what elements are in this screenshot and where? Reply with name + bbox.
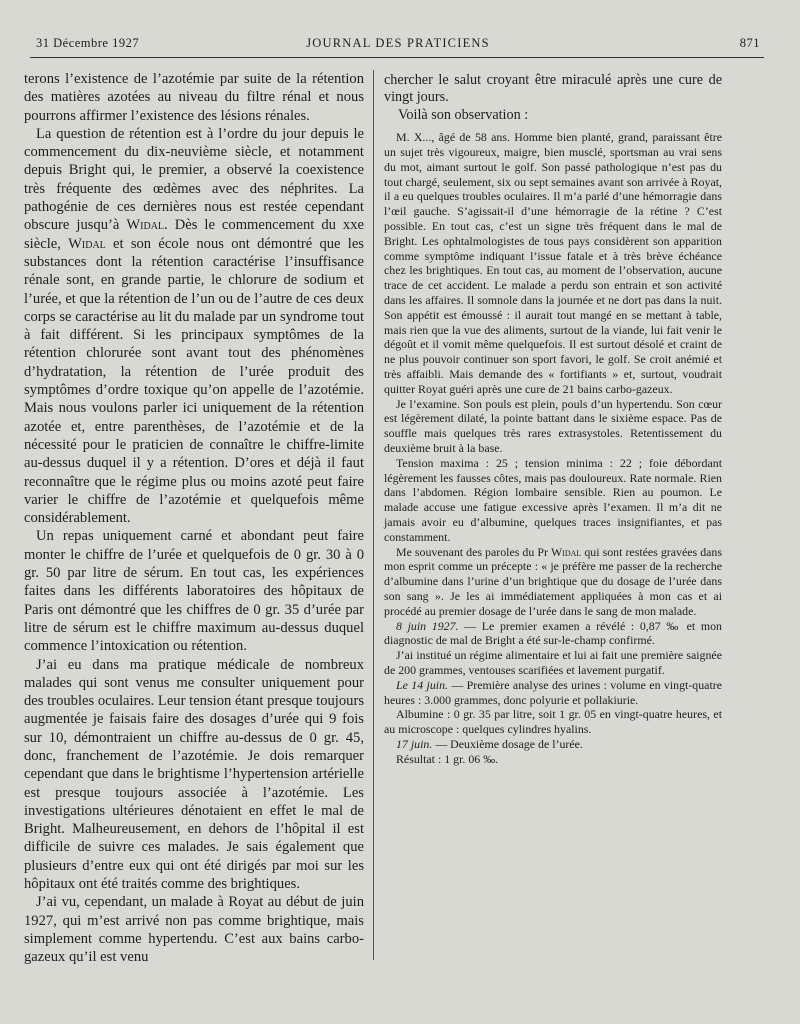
observation-text: Me souvenant des paroles du Pr Widal qui sont restées gravées dans mon esprit comme un précepte : « je préfère me passer de la recherche d’albumine dans l’urine d’un brightique que du dosage de l’urée dans son sang ». Je les ai immédiatement appliquées à mon cas et ai procédé au premier dosage de l’urée dans le sang de mon malade. bbox=[384, 544, 722, 618]
observation-text: Résultat : 1 gr. 06 ‰. bbox=[396, 751, 499, 766]
observation-text: Albumine : 0 gr. 35 par litre, soit 1 gr. 05 en vingt-quatre heures, et au microscope : quelques cylindres hyalins. bbox=[384, 707, 722, 737]
left-column bbox=[24, 70, 364, 967]
paragraph: J’ai eu dans ma pratique médicale de nombreux malades qui sont venus me consulter uniquement pour des troubles oculaires. Leur tension étant presque toujours augmentée je faisais faire des dosages d’urée qui 9 fois sur 10, démontraient un chiffre au-dessus de 0 gr. 45, donc, franchement de l’azotémie. Je dois remarquer cependant que dans le brightisme l’hypertension artérielle est presque toujours associée à l’azotémie. Les investigations ultérieures dénotaient en effet le mal de Bright. Malheureusement, en dehors de l’hôpital il est difficile de suivre ces malades. Je sais également que plusieurs d’entre eux qui ont été dirigés par moi sur les hôpitaux ont été traités comme des brightiques. bbox=[24, 656, 364, 893]
entry-date: 17 juin. bbox=[396, 736, 433, 751]
observation-text: J’ai institué un régime alimentaire et lui ai fait une première saignée de 200 grammes, ventouses scarifiées et lavement purgatif. bbox=[384, 648, 722, 677]
right-column bbox=[384, 72, 722, 766]
paragraph: J’ai vu, cependant, un malade à Royat au début de juin 1927, qui m’est arrivé non pas comme brightique, mais simplement comme hypertendu. C’est aux bains carbo-gazeux qu’il est venu bbox=[24, 894, 364, 966]
paragraph: chercher le salut croyant être miraculé après une cure de vingt jours. bbox=[384, 72, 722, 106]
author-name: Widal bbox=[68, 235, 106, 252]
header-rule bbox=[30, 57, 764, 58]
author-name: Widal bbox=[126, 217, 165, 234]
journal-title: JOURNAL DES PRATICIENS bbox=[306, 36, 490, 50]
entry-date: Le 14 juin. bbox=[396, 677, 448, 692]
paragraph: La question de rétention est à l’ordre du jour depuis le commencement du dix-neuvième siècle, et notamment depuis Bright qui, le premier, a observé la coexistence très fréquente des œdèmes avec des néphrites. La pathogénie de ces dernières nous est restée cependant obscure jusqu’à Widal. Dès le commencement du xxe siècle, Widal et son école nous ont démontré que les substances dont la rétention caractérise l’insuffisance rénale sont, en grande partie, le chlorure de sodium et l’urée, et que la rétention de l’un ou de l’autre de ces deux corps se caractérise au lit du malade par un syndrome tout à fait différent. Si les principaux symptômes de la rétention chlorurée sont avant tout des phénomènes d’hydratation, la rétention de l’urée produit des symptômes d’ordre toxique qu’on appelle de l’azotémie. Mais nous voulons parler ici uniquement de la rétention azotée et, entre parenthèses, de l’azotémie et de la nécessité pour le praticien de connaître le chiffre-limite au-dessus duquel il y a rétention. D’ores et déjà il faut reconnaître que le régime plus ou moins azoté peut faire varier le chiffre de l’azotémie et quelquefois même considérablement. bbox=[24, 125, 364, 527]
entry-date: 8 juin 1927. bbox=[396, 618, 459, 633]
header-date: 31 Décembre 1927 bbox=[36, 36, 140, 50]
page-number: 871 bbox=[739, 36, 760, 50]
observation-text: M. X..., âgé de 58 ans. Homme bien planté, grand, paraissant être un sujet très vigoureux, maigre, bien musclé, sportsman au vrai sens du mot, aimant surtout le golf. Son passé pathologique n’est pas du tout chargé, seulement, six ou sept semaines avant son arrivée à Royat, il a eu quelques troubles oculaires. Il m’a parlé d’une hémorragie dans l’œil gauche. S’agissait-il d’une hémorragie de la rétine ? C’est possible. En tout cas, c’est un signe très fréquent dans le mal de Bright. Les ophtalmologistes de tous pays considèrent son apparition comme symptôme indiquant l’issue fatale et à très brève échéance chez les brightiques. En tout cas, au moment de l’observation, aucune trace de cet accident. Le malade a perdu son entrain et son activité dans les affaires. Il somnole dans la journée et ne dort pas dans la nuit. Son appétit est émoussé : il aurait tout mangé en se mettant à table, mais rien que la vue des aliments, surtout de la viande, lui fait venir le dégoût et il vomit même quelquefois. Il est surtout désolé et craint de ne plus pouvoir continuer son sport favori, le golf. Se croit anémié et très affaibli. Mais demande des « fortifiants » et, surtout, voudrait quitter Royat guéri après une cure de 21 bains carbo-gazeux. bbox=[384, 130, 722, 396]
observation-text: Tension maxima : 25 ; tension minima : 22 ; foie débordant légèrement les fausses côtes, mais pas douloureux. Rate normale. Rien dans l’abdomen. Région lombaire sensible. Rien au poumon. Le malade accuse une fatigue excessive après l’examen. Il m’a dit ne jamais avoir eu d’albumine, quelques traces insignifiantes, et pas constamment. bbox=[384, 455, 722, 544]
paragraph: Un repas uniquement carné et abondant peut faire monter le chiffre de l’urée et quelquefois de 0 gr. 30 à 0 gr. 50 par litre de sérum. En tout cas, les expériences faites dans les différents laboratoires des hôpitaux de Paris ont démontré que les chiffres de 0 gr. 35 d’urée par litre de sérum est le chiffre maximum au-dessus duquel commence l’intoxication ou rétention. bbox=[24, 528, 364, 655]
author-name: Widal bbox=[550, 544, 582, 559]
paragraph: Voilà son observation : bbox=[398, 106, 529, 123]
observation-text: Je l’examine. Son pouls est plein, pouls d’un hypertendu. Son cœur est légèrement dilaté, la pointe battant dans le sixième espace. Pas de souffle mais quelques très rares extrasystoles. Retentissement du deuxième bruit à la base. bbox=[384, 396, 722, 455]
observation-text: 17 juin. — Deuxième dosage de l’urée. bbox=[396, 736, 583, 751]
observation-text: Le 14 juin. — Première analyse des urines : volume en vingt-quatre heures : 3.000 grammes, donc polyurie et pollakiurie. bbox=[384, 677, 722, 707]
observation-text: 8 juin 1927. — Le premier examen a révélé : 0,87 ‰ et mon diagnostic de mal de Bright a été sur-le-champ confirmé. bbox=[384, 618, 722, 648]
running-header bbox=[36, 36, 760, 54]
paragraph: terons l’existence de l’azotémie par suite de la rétention des matières azotées au niveau du filtre rénal et nous pourrons affirmer l’existence des lésions rénales. bbox=[24, 71, 364, 124]
column-divider bbox=[373, 70, 374, 960]
